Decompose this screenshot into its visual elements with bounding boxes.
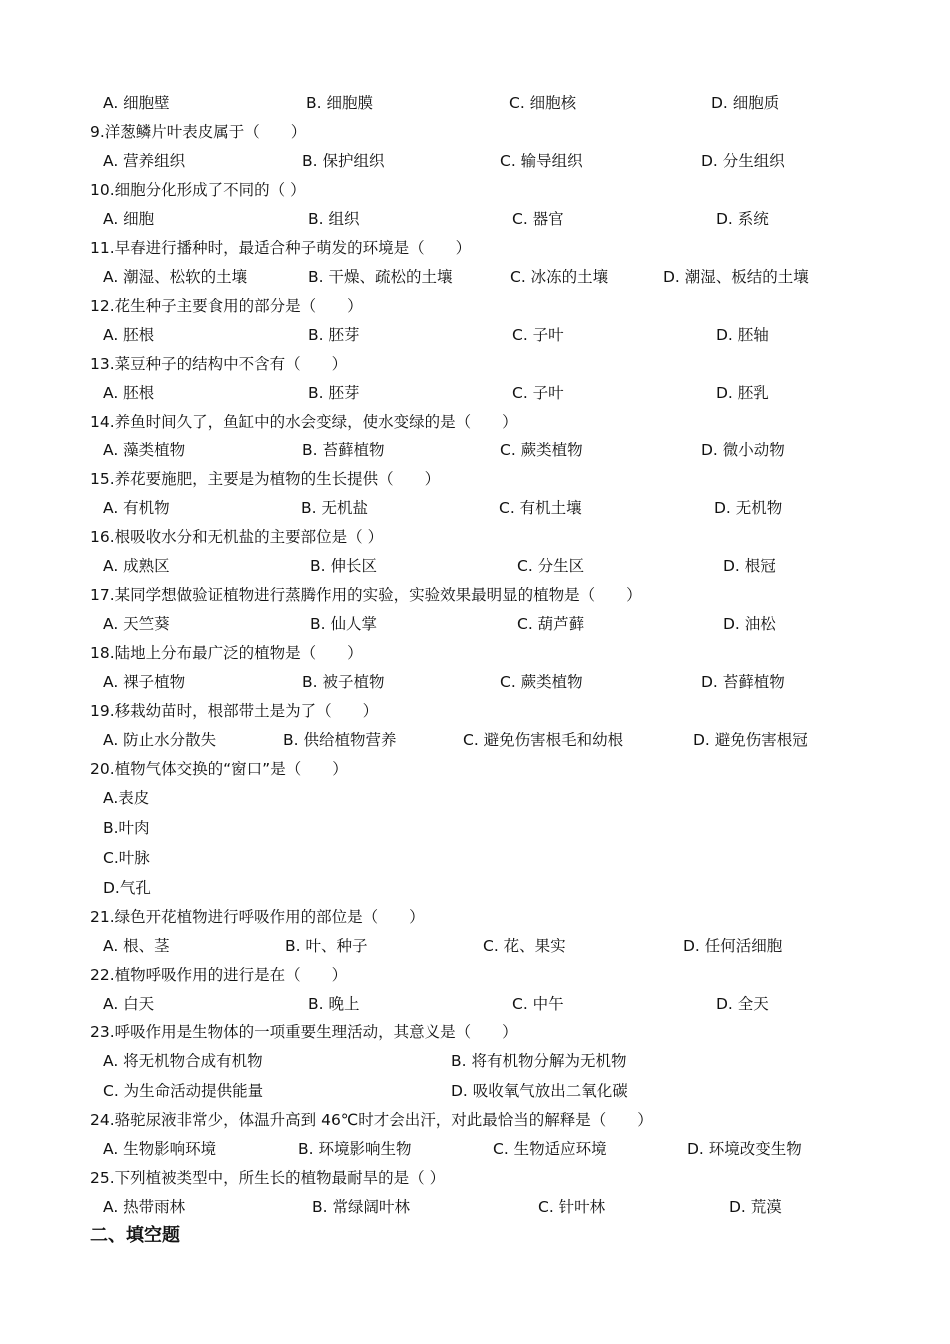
option-a: A. 防止水分散失 — [103, 731, 217, 749]
q13-options — [0, 380, 950, 406]
q23-options-row2 — [0, 1078, 950, 1104]
q19-options — [0, 727, 950, 753]
option-c: C. 针叶林 — [538, 1198, 606, 1216]
q10-options — [0, 206, 950, 232]
option-a: A. 营养组织 — [103, 152, 186, 170]
option-a: A. 潮湿、松软的土壤 — [103, 268, 248, 286]
option-c: C. 为生命活动提供能量 — [103, 1082, 264, 1100]
question-21: 21.绿色开花植物进行呼吸作用的部位是（ ） — [90, 908, 425, 926]
question-12: 12.花生种子主要食用的部分是（ ） — [90, 297, 363, 315]
q21-options — [0, 933, 950, 959]
option-b: B. 晚上 — [308, 995, 360, 1013]
q11-options — [0, 264, 950, 290]
option-c: C. 有机土壤 — [499, 499, 582, 517]
option-d: D. 潮湿、板结的土壤 — [663, 268, 809, 286]
option-a: A. 热带雨林 — [103, 1198, 186, 1216]
option-a: A. 胚根 — [103, 384, 155, 402]
option-a: A.表皮 — [103, 789, 150, 807]
question-25: 25.下列植被类型中，所生长的植物最耐旱的是（ ） — [90, 1169, 446, 1187]
option-d: D. 吸收氧气放出二氧化碳 — [451, 1082, 628, 1100]
option-c: C. 葫芦藓 — [517, 615, 585, 633]
question-20: 20.植物气体交换的“窗口”是（ ） — [90, 760, 348, 778]
option-b: B. 保护组织 — [302, 152, 385, 170]
option-b: B. 胚芽 — [308, 384, 360, 402]
question-15: 15.养花要施肥，主要是为植物的生长提供（ ） — [90, 470, 441, 488]
q22-options — [0, 991, 950, 1017]
option-b: B. 胚芽 — [308, 326, 360, 344]
option-c: C. 蕨类植物 — [500, 673, 583, 691]
q8-options — [0, 90, 950, 116]
option-d: D. 微小动物 — [701, 441, 785, 459]
option-a: A. 有机物 — [103, 499, 170, 517]
option-b: B. 干燥、疏松的土壤 — [308, 268, 453, 286]
option-c: C. 避免伤害根毛和幼根 — [463, 731, 624, 749]
option-d: D. 胚乳 — [716, 384, 769, 402]
option-d: D. 根冠 — [723, 557, 776, 575]
option-d: D. 全天 — [716, 995, 769, 1013]
option-d: D. 任何活细胞 — [683, 937, 783, 955]
option-c: C. 生物适应环境 — [493, 1140, 607, 1158]
option-d: D. 系统 — [716, 210, 769, 228]
question-24: 24.骆驼尿液非常少，体温升高到 46℃时才会出汗，对此最恰当的解释是（ ） — [90, 1111, 653, 1129]
option-d: D. 荒漠 — [729, 1198, 782, 1216]
option-c: C. 器官 — [512, 210, 564, 228]
q15-options — [0, 495, 950, 521]
option-b: B.叶肉 — [103, 819, 150, 837]
option-b: B. 将有机物分解为无机物 — [451, 1052, 627, 1070]
question-11: 11.早春进行播种时，最适合种子萌发的环境是（ ） — [90, 239, 472, 257]
option-c: C. 蕨类植物 — [500, 441, 583, 459]
option-d: D. 油松 — [723, 615, 776, 633]
option-a: A. 细胞壁 — [103, 94, 170, 112]
option-b: B. 叶、种子 — [285, 937, 368, 955]
q14-options — [0, 437, 950, 463]
question-9: 9.洋葱鳞片叶表皮属于（ ） — [90, 123, 307, 141]
option-c: C.叶脉 — [103, 849, 150, 867]
q16-options — [0, 553, 950, 579]
option-b: B. 供给植物营养 — [283, 731, 397, 749]
option-b: B. 仙人掌 — [310, 615, 377, 633]
option-c: C. 输导组织 — [500, 152, 583, 170]
option-a: A. 细胞 — [103, 210, 155, 228]
option-c: C. 分生区 — [517, 557, 585, 575]
option-c: C. 子叶 — [512, 326, 564, 344]
option-a: A. 生物影响环境 — [103, 1140, 217, 1158]
option-c: C. 中午 — [512, 995, 564, 1013]
question-18: 18.陆地上分布最广泛的植物是（ ） — [90, 644, 363, 662]
option-d: D. 分生组织 — [701, 152, 785, 170]
option-b: B. 伸长区 — [310, 557, 377, 575]
option-c: C. 子叶 — [512, 384, 564, 402]
option-a: A. 胚根 — [103, 326, 155, 344]
option-d: D. 苔藓植物 — [701, 673, 785, 691]
q12-options — [0, 322, 950, 348]
option-a: A. 藻类植物 — [103, 441, 186, 459]
q17-options — [0, 611, 950, 637]
option-a: A. 裸子植物 — [103, 673, 186, 691]
option-a: A. 白天 — [103, 995, 155, 1013]
q9-options — [0, 148, 950, 174]
option-b: B. 常绿阔叶林 — [312, 1198, 410, 1216]
q18-options — [0, 669, 950, 695]
option-c: C. 细胞核 — [509, 94, 577, 112]
q24-options — [0, 1136, 950, 1162]
q23-options-row1 — [0, 1048, 950, 1074]
question-14: 14.养鱼时间久了，鱼缸中的水会变绿，使水变绿的是（ ） — [90, 413, 518, 431]
option-d: D.气孔 — [103, 879, 151, 897]
question-16: 16.根吸收水分和无机盐的主要部位是（ ） — [90, 528, 384, 546]
question-13: 13.菜豆种子的结构中不含有（ ） — [90, 355, 348, 373]
question-22: 22.植物呼吸作用的进行是在（ ） — [90, 966, 348, 984]
option-d: D. 环境改变生物 — [687, 1140, 802, 1158]
option-d: D. 细胞质 — [711, 94, 780, 112]
option-a: A. 天竺葵 — [103, 615, 170, 633]
option-a: A. 将无机物合成有机物 — [103, 1052, 263, 1070]
question-17: 17.某同学想做验证植物进行蒸腾作用的实验，实验效果最明显的植物是（ ） — [90, 586, 642, 604]
option-a: A. 成熟区 — [103, 557, 170, 575]
option-b: B. 环境影响生物 — [298, 1140, 412, 1158]
q25-options — [0, 1194, 950, 1220]
section-heading-fill-in: 二、填空题 — [90, 1225, 180, 1246]
option-d: D. 避免伤害根冠 — [693, 731, 808, 749]
option-c: C. 花、果实 — [483, 937, 566, 955]
option-d: D. 胚轴 — [716, 326, 769, 344]
question-19: 19.移栽幼苗时，根部带土是为了（ ） — [90, 702, 379, 720]
question-23: 23.呼吸作用是生物体的一项重要生理活动，其意义是（ ） — [90, 1023, 518, 1041]
option-d: D. 无机物 — [714, 499, 783, 517]
option-b: B. 苔藓植物 — [302, 441, 385, 459]
option-b: B. 被子植物 — [302, 673, 385, 691]
option-c: C. 冰冻的土壤 — [510, 268, 609, 286]
option-b: B. 无机盐 — [301, 499, 368, 517]
option-a: A. 根、茎 — [103, 937, 170, 955]
option-b: B. 组织 — [308, 210, 360, 228]
question-10: 10.细胞分化形成了不同的（ ） — [90, 181, 306, 199]
option-b: B. 细胞膜 — [306, 94, 373, 112]
